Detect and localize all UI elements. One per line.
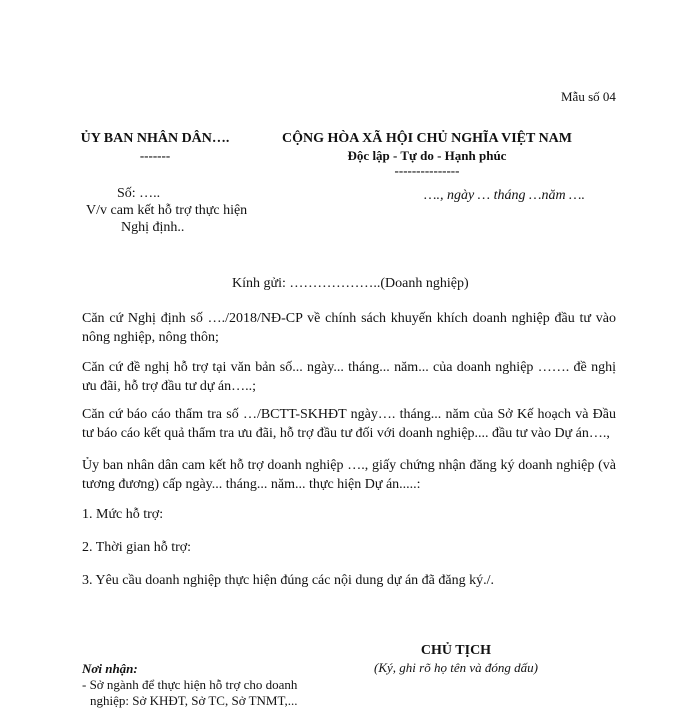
recipients-label: Nơi nhận: xyxy=(82,661,138,676)
item-support-level: 1. Mức hỗ trợ: xyxy=(82,507,164,522)
paragraph-commitment: Ủy ban nhân dân cam kết hỗ trợ doanh nghiệp …., giấy chứng nhận đăng ký doanh nghiệp (và tương đương) cấp ngày... tháng... năm... thực hiện Dự án.....: xyxy=(82,458,616,492)
item-support-duration: 2. Thời gian hỗ trợ: xyxy=(82,540,192,555)
form-number: Mẫu số 04 xyxy=(561,89,616,104)
national-motto: Độc lập - Tự do - Hạnh phúc xyxy=(347,148,507,163)
item-requirements: 3. Yêu cầu doanh nghiệp thực hiện đúng các nội dung dự án đã đăng ký./. xyxy=(82,573,494,588)
signature-title: CHỦ TỊCH xyxy=(420,643,492,658)
document-number: Số: ….. xyxy=(117,186,161,201)
signature-note: (Ký, ghi rõ họ tên và đóng dấu) xyxy=(374,660,538,675)
national-title: CỘNG HÒA XÃ HỘI CHỦ NGHĨA VIỆT NAM xyxy=(281,131,572,146)
paragraph-legal-basis-1: Căn cứ Nghị định số …./2018/NĐ-CP về chính sách khuyến khích doanh nghiệp đầu tư vào nông nghiệp, nông thôn; xyxy=(82,311,616,345)
document-date: …., ngày … tháng …năm …. xyxy=(424,188,586,203)
recipients-line1: - Sở ngành để thực hiện hỗ trợ cho doanh xyxy=(82,677,298,692)
document-subject-line1: V/v cam kết hỗ trợ thực hiện xyxy=(86,203,248,218)
document-subject-line2: Nghị định.. xyxy=(121,220,185,235)
salutation: Kính gửi: ………………..(Doanh nghiệp) xyxy=(232,276,469,291)
paragraph-legal-basis-3: Căn cứ báo cáo thẩm tra số …/BCTT-SKHĐT ngày…. tháng... năm của Sở Kế hoạch và Đầu tư báo cáo kết quả thẩm tra ưu đãi, hỗ trợ đầu tư đối với doanh nghiệp.... đầu tư vào Dự án…., xyxy=(82,407,616,441)
issuing-authority: ỦY BAN NHÂN DÂN…. xyxy=(80,131,230,146)
authority-divider: ------- xyxy=(139,148,171,163)
motto-divider: --------------- xyxy=(394,163,460,178)
paragraph-legal-basis-2: Căn cứ đề nghị hỗ trợ tại văn bản số... ngày... tháng... năm... của doanh nghiệp ……. đề nghị ưu đãi, hỗ trợ đầu tư dự án…..; xyxy=(82,360,616,394)
recipients-line2: nghiệp: Sở KHĐT, Sở TC, Sở TNMT,... xyxy=(90,693,298,708)
